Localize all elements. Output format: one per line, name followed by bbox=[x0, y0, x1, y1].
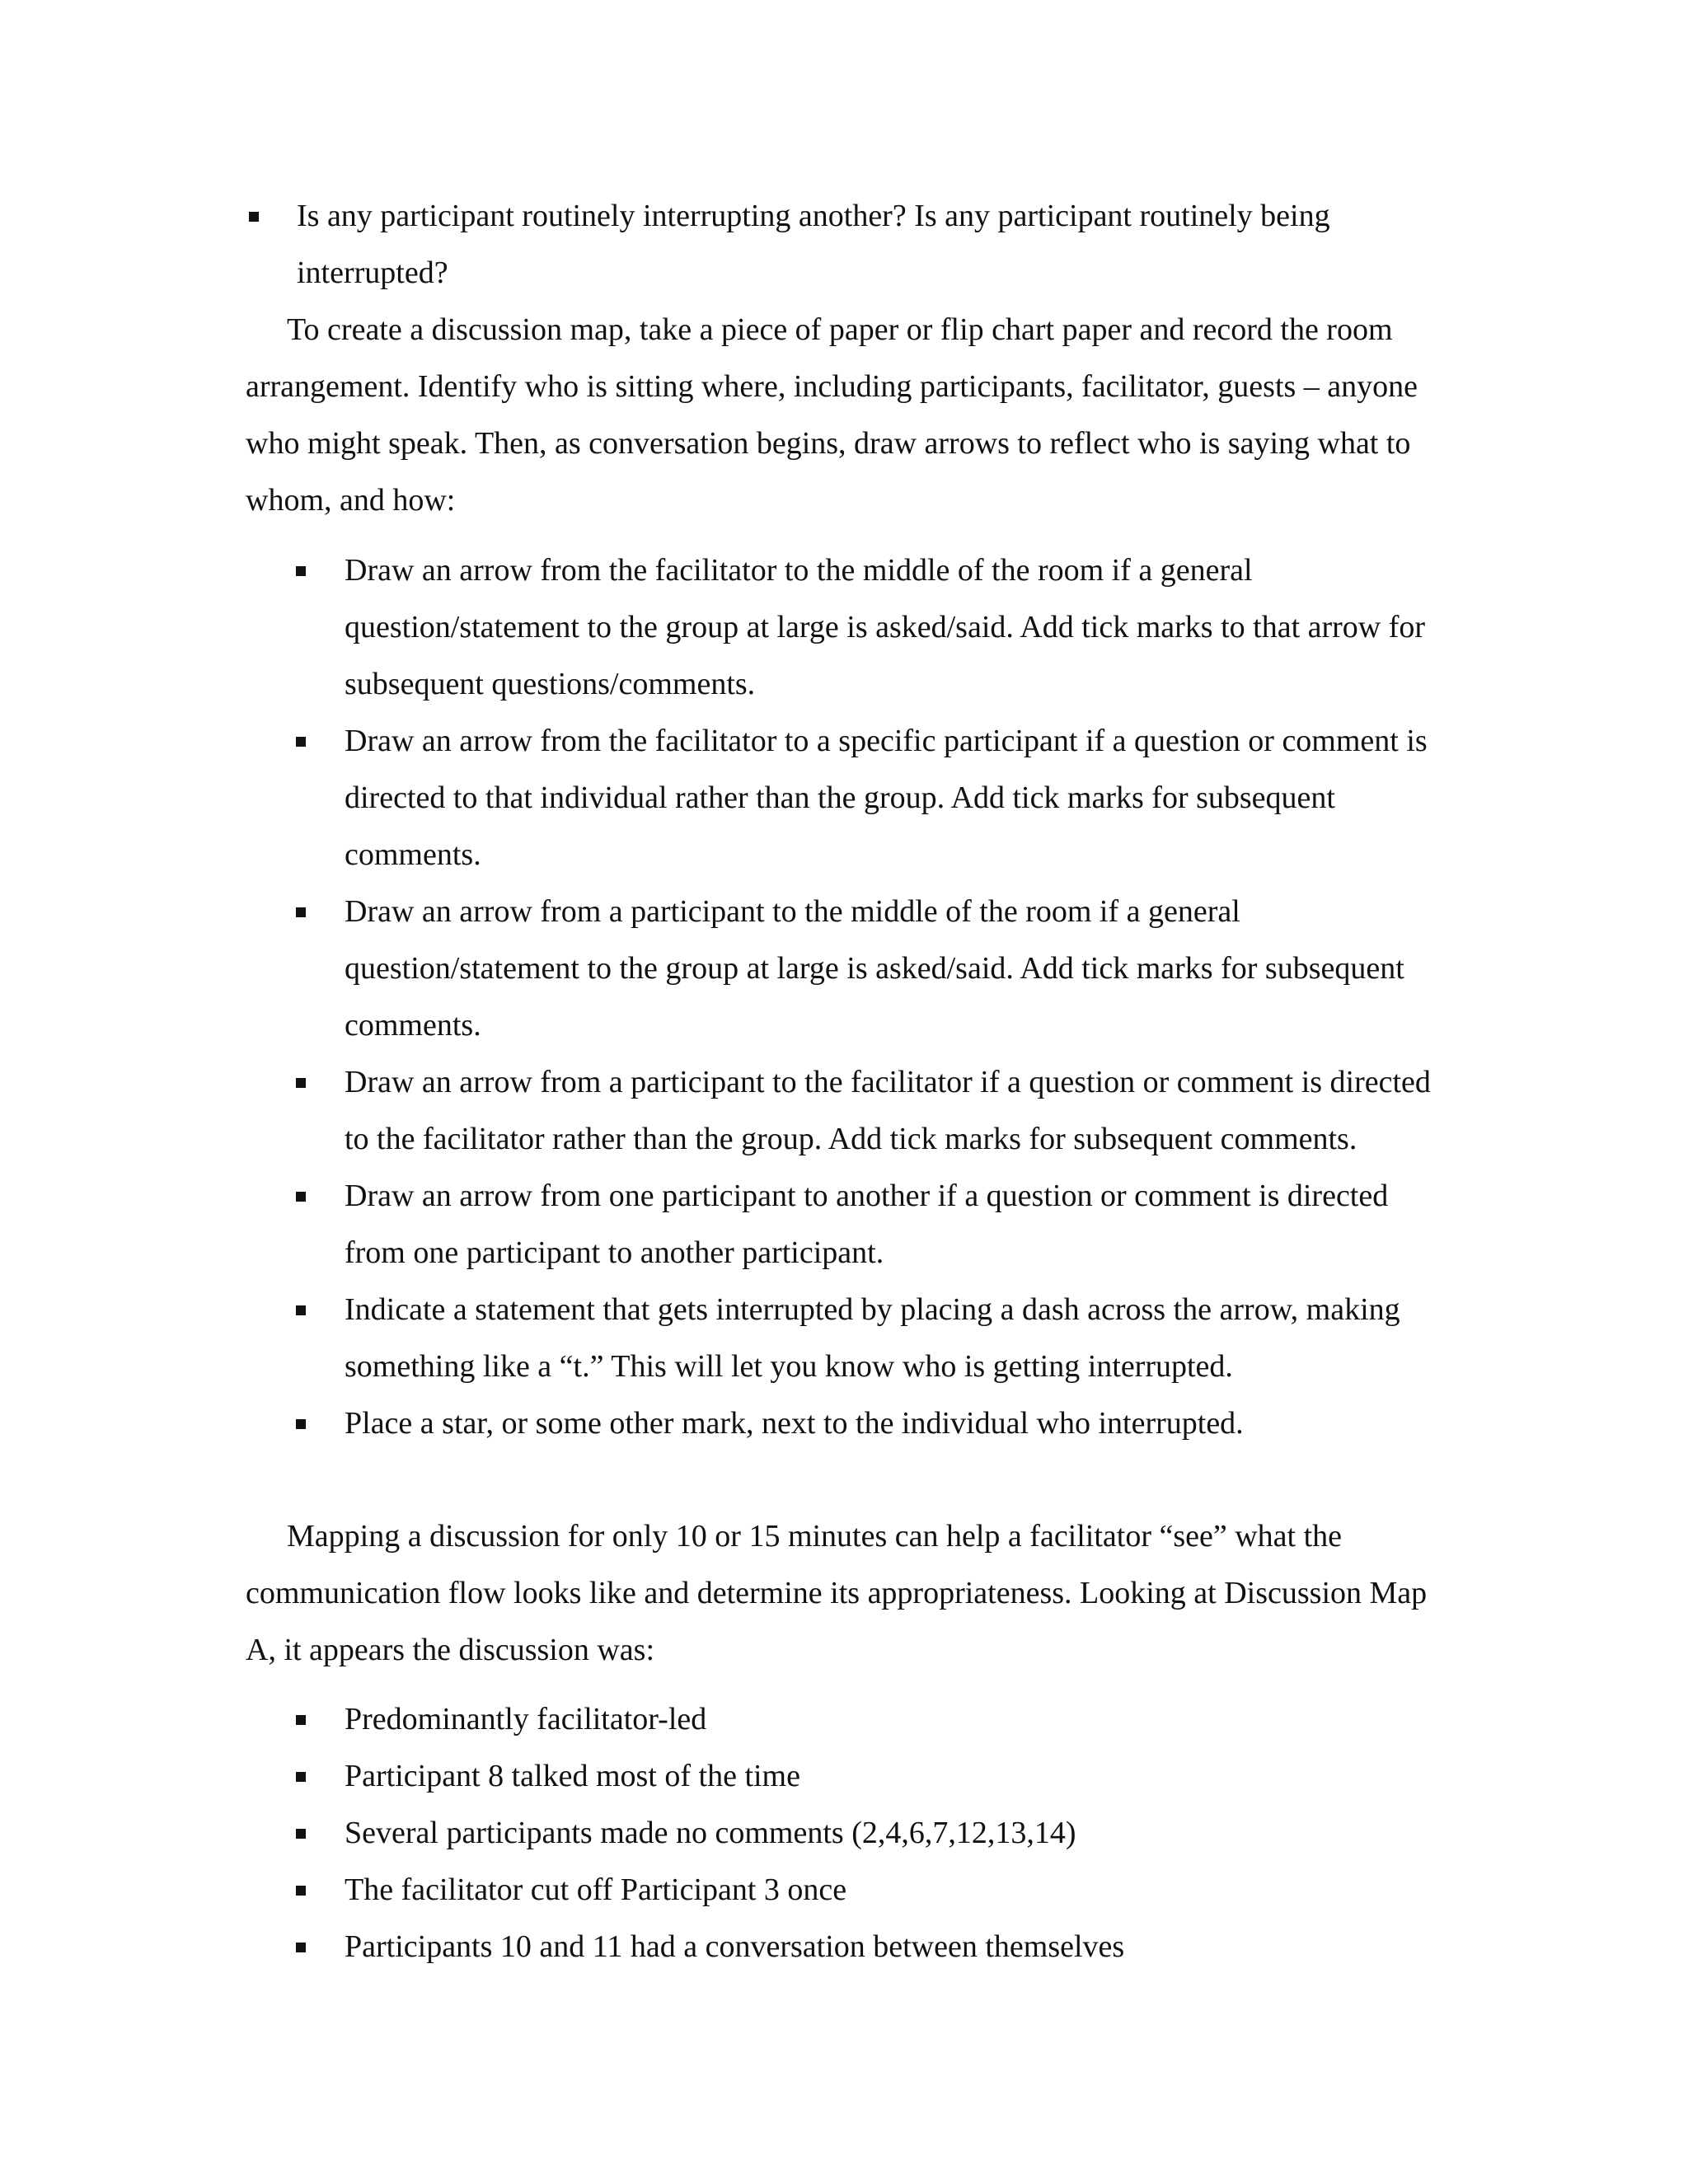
instruction-item bbox=[293, 1282, 1447, 1395]
instruction-text: Draw an arrow from one participant to another if a question or comment is directed from one participant to another participant. bbox=[345, 1179, 1389, 1270]
instruction-item bbox=[293, 1395, 1447, 1452]
top-bullet-item bbox=[246, 188, 1449, 302]
square-bullet-icon bbox=[296, 1829, 306, 1839]
finding-text: The facilitator cut off Participant 3 once bbox=[345, 1872, 847, 1907]
finding-item bbox=[293, 1691, 1447, 1748]
square-bullet-icon bbox=[249, 212, 259, 222]
finding-text: Predominantly facilitator-led bbox=[345, 1702, 707, 1736]
instruction-text: Draw an arrow from the facilitator to a specific participant if a question or comment is directed to that individual rather than the group. Add tick marks for subsequent comments. bbox=[345, 724, 1428, 872]
top-bullet-text: Is any participant routinely interrupting another? Is any participant routinely being interrupted? bbox=[297, 199, 1330, 290]
instruction-text: Draw an arrow from the facilitator to the middle of the room if a general question/statement to the group at large is asked/said. Add tick marks to that arrow for subsequent questions/comments. bbox=[345, 553, 1426, 701]
finding-item bbox=[293, 1862, 1447, 1919]
instruction-text: Draw an arrow from a participant to the facilitator if a question or comment is directed to the facilitator rather than the group. Add tick marks for subsequent comments. bbox=[345, 1065, 1431, 1156]
instruction-list bbox=[293, 542, 1447, 1452]
instruction-item bbox=[293, 713, 1447, 883]
findings-list bbox=[293, 1691, 1447, 1975]
finding-text: Participant 8 talked most of the time bbox=[345, 1759, 800, 1793]
analysis-paragraph bbox=[246, 1508, 1449, 1679]
square-bullet-icon bbox=[296, 1943, 306, 1952]
square-bullet-icon bbox=[296, 566, 306, 576]
instruction-text: Indicate a statement that gets interrupted by placing a dash across the arrow, making something like a “t.” This will let you know who is getting interrupted. bbox=[345, 1292, 1400, 1384]
instruction-item bbox=[293, 1054, 1447, 1168]
intro-paragraph-text: To create a discussion map, take a piece of paper or flip chart paper and record the room arrangement. Identify who is sitting where, including participants, facilitator, guests – anyone who might speak. Then, as conversation begins, draw arrows to reflect who is saying what to whom, and how: bbox=[246, 312, 1418, 518]
square-bullet-icon bbox=[296, 1305, 306, 1315]
square-bullet-icon bbox=[296, 1419, 306, 1429]
instruction-item bbox=[293, 883, 1447, 1054]
instruction-text: Place a star, or some other mark, next to the individual who interrupted. bbox=[345, 1406, 1244, 1441]
instruction-text: Draw an arrow from a participant to the middle of the room if a general question/statement to the group at large is asked/said. Add tick marks for subsequent comments. bbox=[345, 894, 1404, 1043]
analysis-paragraph-text: Mapping a discussion for only 10 or 15 minutes can help a facilitator “see” what the communication flow looks like and determine its appropriateness. Looking at Discussion Map A, it appears the discussion was: bbox=[246, 1519, 1428, 1667]
square-bullet-icon bbox=[296, 737, 306, 747]
intro-paragraph bbox=[246, 302, 1449, 529]
finding-text: Participants 10 and 11 had a conversation between themselves bbox=[345, 1929, 1125, 1964]
square-bullet-icon bbox=[296, 1192, 306, 1202]
square-bullet-icon bbox=[296, 1886, 306, 1896]
instruction-item bbox=[293, 542, 1447, 713]
finding-text: Several participants made no comments (2,4,6,7,12,13,14) bbox=[345, 1816, 1076, 1850]
finding-item bbox=[293, 1805, 1447, 1862]
instruction-item bbox=[293, 1168, 1447, 1282]
square-bullet-icon bbox=[296, 1078, 306, 1088]
square-bullet-icon bbox=[296, 1715, 306, 1725]
square-bullet-icon bbox=[296, 907, 306, 917]
finding-item bbox=[293, 1919, 1447, 1975]
square-bullet-icon bbox=[296, 1772, 306, 1782]
finding-item bbox=[293, 1748, 1447, 1805]
